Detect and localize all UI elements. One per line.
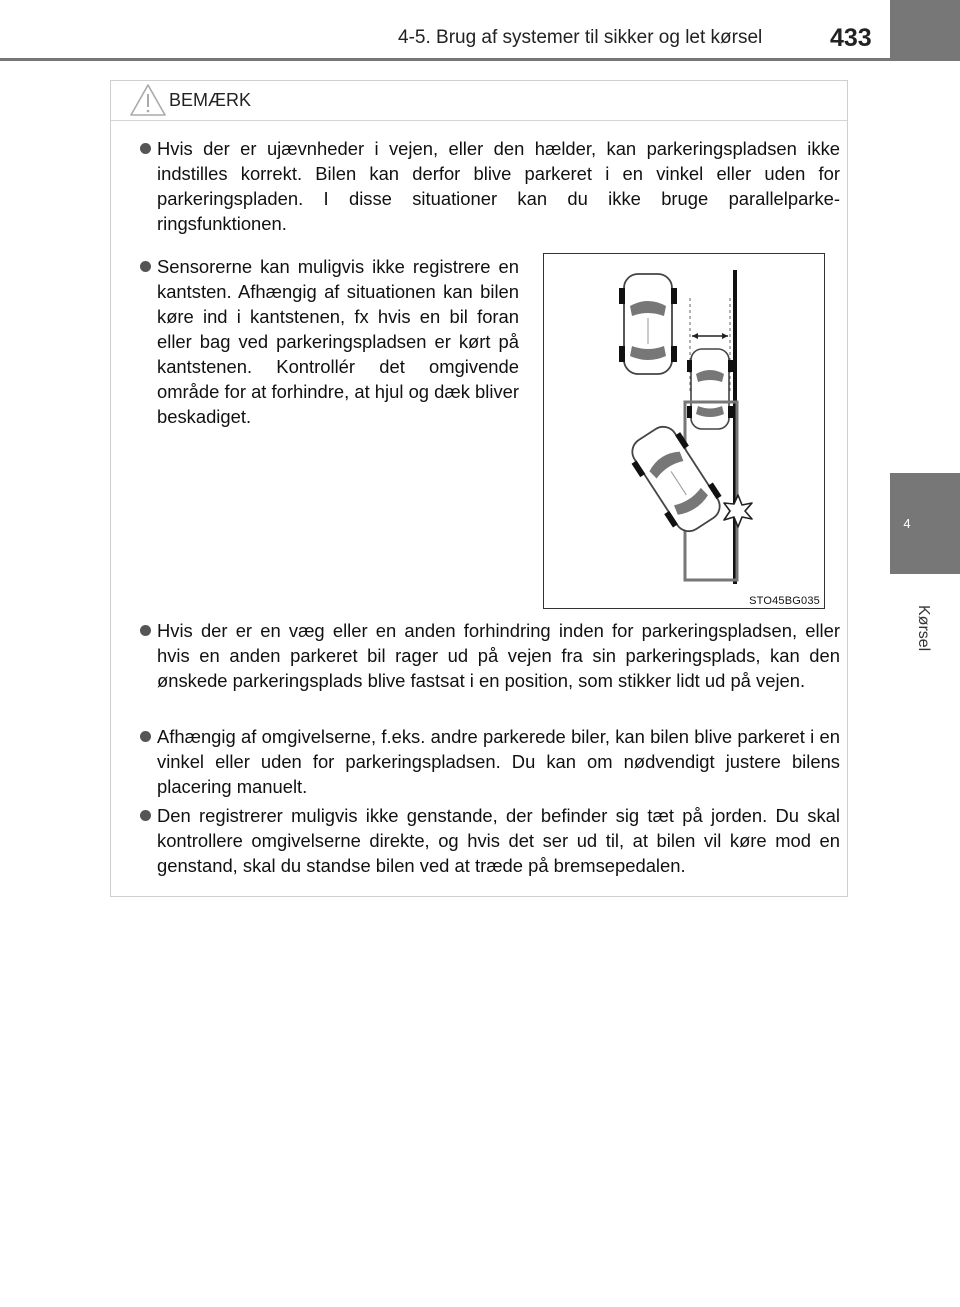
header-rule	[0, 58, 890, 61]
notice-item: Sensorerne kan muligvis ikke registrere en kantsten. Afhængig af situationen kan bilen køre ind i kantstenen, fx hvis en bil foran eller bag ved parkeringspladsen er kørt på kantstenen. Kontrollér det omgivende område for at forhindre, at hjul og dæk bliver beskadiget.	[157, 256, 519, 427]
bullet-icon	[140, 143, 151, 154]
notice-header	[111, 81, 847, 121]
parked-car-icon	[619, 274, 677, 374]
notice-item: Afhængig af omgivelserne, f.eks. andre parkerede biler, kan bilen blive parkeret i en vinkel eller uden for parkeringspladsen. Du kan om nødvendigt justere bilens placering manuelt.	[157, 726, 840, 797]
warning-triangle-icon	[129, 83, 167, 117]
bullet-icon	[140, 261, 151, 272]
notice-title: BEMÆRK	[169, 90, 252, 110]
curb-collision-figure	[543, 253, 825, 609]
notice-item: Hvis der er en væg eller en anden forhindring inden for parkeringspladsen, eller hvis en anden parkeret bil rager ud på vejen fra sin parkeringsplads, kan den ønskede parkeringsplads blive fastsat i en position, som stikker lidt ud på vejen.	[157, 620, 840, 691]
impact-icon	[724, 495, 752, 527]
chapter-number: 4	[903, 516, 911, 531]
bullet-icon	[140, 731, 151, 742]
bullet-icon	[140, 625, 151, 636]
page-number: 433	[830, 24, 872, 52]
figure-code: STO45BG035	[749, 595, 820, 607]
parked-car-icon	[687, 349, 733, 429]
header-tab-block	[890, 0, 960, 61]
notice-box	[110, 80, 848, 897]
section-title: 4-5. Brug af systemer til sikker og let kørsel	[398, 27, 763, 48]
notice-item: Den registrerer muligvis ikke genstande, der befinder sig tæt på jorden. Du skal kontrollere omgivelserne direkte, og hvis det ser ud til, at bilen vil køre mod en genstand, skal du standse bilen ved at træde på bremsepedalen.	[157, 805, 840, 876]
parking-car-icon	[623, 419, 729, 539]
curb-collision-illustration	[544, 254, 824, 608]
chapter-label: Kørsel	[915, 605, 932, 652]
bullet-icon	[140, 810, 151, 821]
notice-item: Hvis der er ujævnheder i vejen, eller den hælder, kan parkeringspladsen ikke indstilles korrekt. Bilen kan derfor blive parkeret i en vinkel eller uden for parkeringspladen. I disse situationer kan du ikke bruge parallelparkeringsfunktionen.	[157, 138, 840, 234]
